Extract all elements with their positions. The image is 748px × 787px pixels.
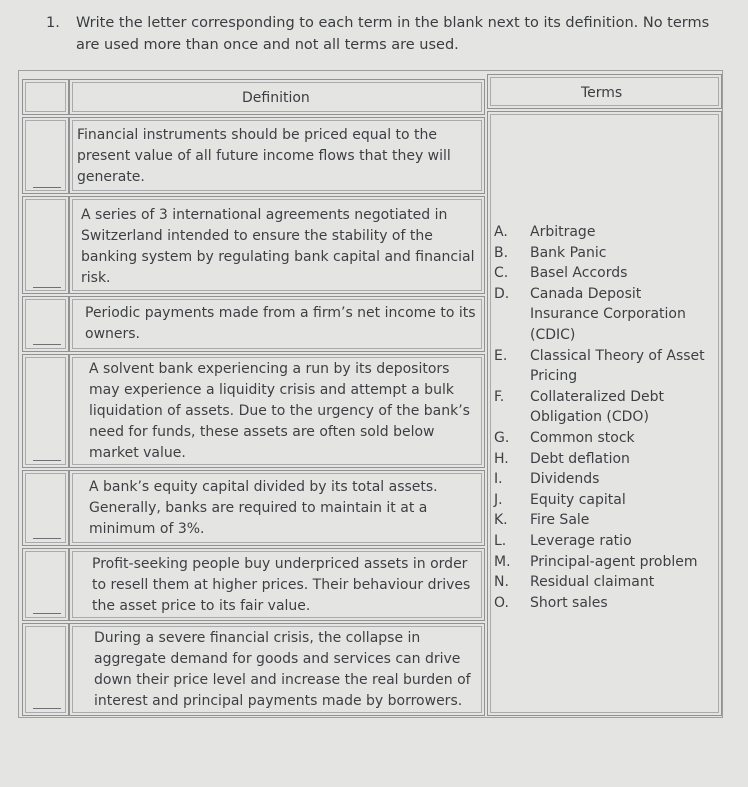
term-letter: D. (494, 285, 510, 302)
terms-list (494, 222, 710, 613)
term-letter: I. (494, 471, 503, 488)
question (46, 12, 736, 56)
definition-header: Definition (242, 90, 310, 106)
term-label: Basel Accords (530, 265, 628, 282)
terms-header-cell (487, 74, 722, 109)
definition-text: A solvent bank experiencing a run by its depositors may experience a liquidity crisis and attempt a bulk liquidation of assets. Due to the urgency of the bank’s need for funds, these assets are often sold below market value. (89, 361, 470, 461)
term-label: Common stock (530, 429, 635, 446)
term-label: Bank Panic (530, 244, 607, 261)
term-letter: L. (494, 532, 507, 549)
term-label: Debt deflation (530, 450, 630, 467)
term-item (494, 387, 710, 428)
answer-blank[interactable] (33, 187, 61, 188)
term-item (494, 428, 710, 449)
term-item (494, 593, 710, 614)
term-label: Short sales (530, 594, 608, 611)
term-label: Collateralized Debt Obligation (CDO) (530, 388, 664, 426)
blank-cell[interactable] (22, 196, 69, 294)
term-label: Canada Deposit Insurance Corporation (CDIC) (530, 285, 686, 343)
term-letter: E. (494, 347, 508, 364)
terms-header: Terms (581, 85, 623, 101)
term-letter: A. (494, 224, 508, 240)
term-item (494, 510, 710, 531)
term-item (494, 490, 710, 511)
term-letter: H. (494, 450, 509, 467)
answer-blank[interactable] (33, 287, 61, 288)
question-number: 1. (46, 15, 60, 31)
answer-blank[interactable] (33, 460, 61, 461)
term-label: Arbitrage (530, 224, 596, 240)
blank-cell[interactable] (22, 354, 69, 468)
blank-cell[interactable] (22, 548, 69, 621)
answer-blank[interactable] (33, 344, 61, 345)
blank-cell[interactable] (22, 117, 69, 194)
term-letter: O. (494, 594, 509, 611)
term-label: Leverage ratio (530, 532, 632, 549)
answer-blank[interactable] (33, 538, 61, 539)
term-item (494, 552, 710, 573)
term-label: Principal-agent problem (530, 553, 698, 570)
term-item (494, 284, 710, 346)
term-letter: F. (494, 388, 505, 405)
term-label: Residual claimant (530, 574, 655, 591)
term-item (494, 469, 710, 490)
definition-text: Financial instruments should be priced equal to the present value of all future income flows that they will generate. (77, 127, 451, 185)
term-letter: J. (494, 491, 503, 508)
definition-text: A series of 3 international agreements negotiated in Switzerland intended to ensure the stability of the banking system by regulating bank capital and financial risk. (81, 207, 475, 286)
term-item (494, 263, 710, 284)
term-item (494, 572, 710, 593)
term-letter: G. (494, 429, 510, 446)
blank-cell[interactable] (22, 623, 69, 716)
term-label: Fire Sale (530, 512, 590, 529)
definition-text: During a severe financial crisis, the collapse in aggregate demand for goods and services can drive down their price level and increase the real burden of interest and principal payments made by borrowers. (94, 630, 471, 709)
term-item (494, 531, 710, 552)
term-label: Classical Theory of Asset Pricing (530, 347, 705, 385)
term-label: Dividends (530, 471, 600, 488)
blank-column-header (22, 79, 69, 115)
term-item (494, 243, 710, 264)
term-letter: N. (494, 574, 509, 591)
answer-blank[interactable] (33, 708, 61, 709)
term-item (494, 346, 710, 387)
term-letter: M. (494, 553, 511, 570)
answer-blank[interactable] (33, 613, 61, 614)
term-item (494, 449, 710, 470)
question-instructions: Write the letter corresponding to each term in the blank next to its definition. No terms are used more than once and not all terms are used. (76, 15, 710, 53)
definition-text: A bank’s equity capital divided by its total assets. Generally, banks are required to maintain it at a minimum of 3%. (89, 479, 438, 537)
term-label: Equity capital (530, 491, 626, 508)
definition-text: Profit-seeking people buy underpriced assets in order to resell them at higher prices. Their behaviour drives the asset price to its fair value. (92, 556, 471, 614)
term-item (494, 222, 710, 243)
term-letter: K. (494, 512, 508, 529)
definition-header-cell (69, 79, 485, 115)
term-letter: C. (494, 265, 509, 282)
term-letter: B. (494, 244, 509, 261)
blank-cell[interactable] (22, 470, 69, 546)
definition-text: Periodic payments made from a firm’s net income to its owners. (85, 305, 476, 342)
